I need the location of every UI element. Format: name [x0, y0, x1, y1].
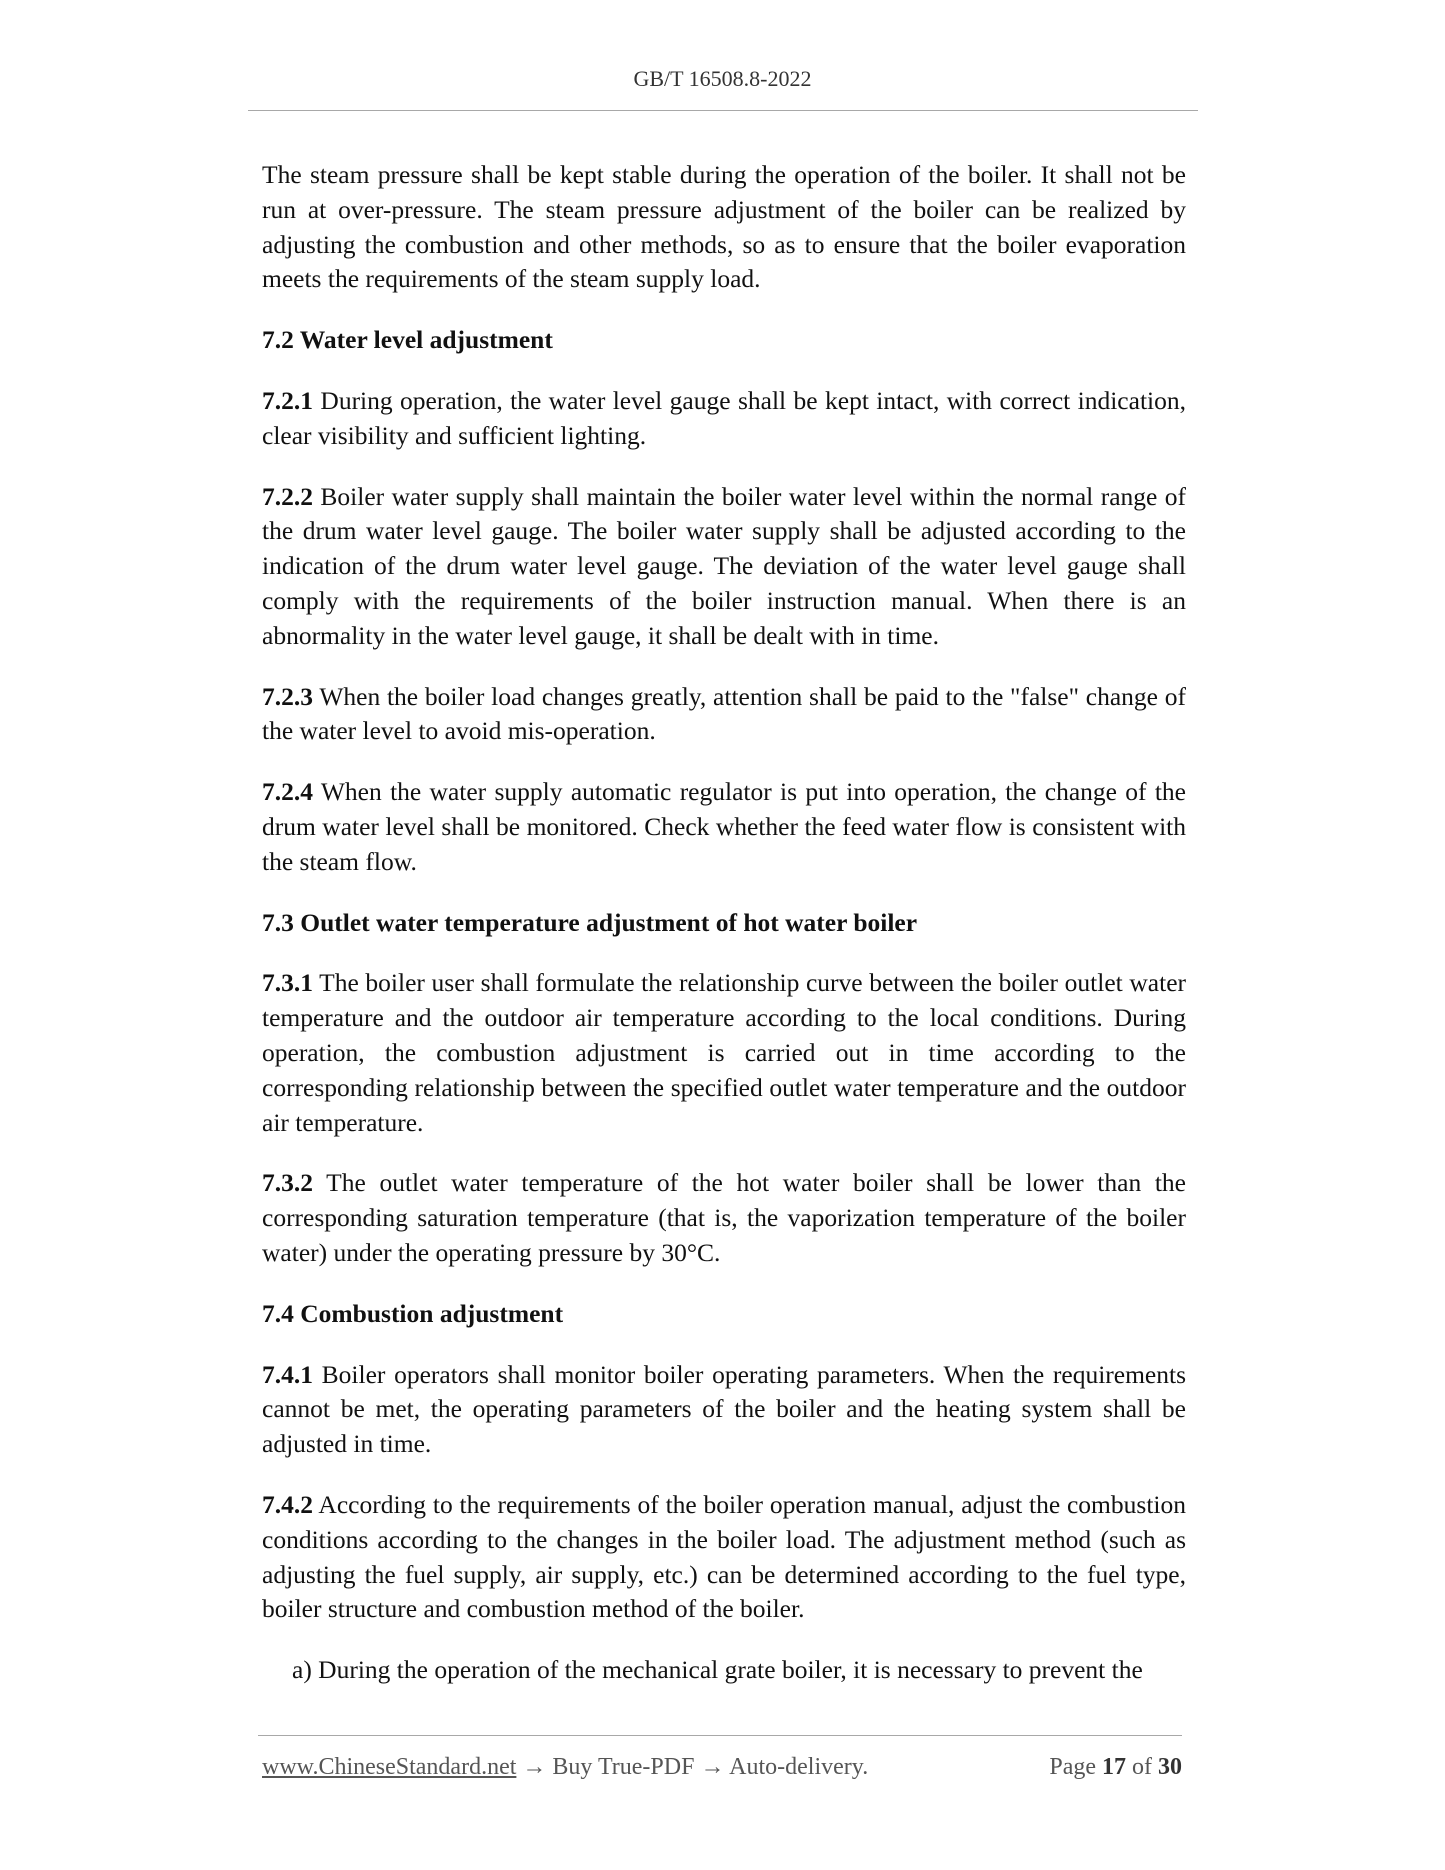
clause-text: When the boiler load changes greatly, attention shall be paid to the "false" change of the water level to avoid mis-operation. — [262, 681, 1186, 746]
section-heading-7-3: 7.3 Outlet water temperature adjustment of hot water boiler — [262, 907, 918, 937]
clause-text: The outlet water temperature of the hot water boiler shall be lower than the corresponding saturation temperature (that is, the vaporization temperature of the boiler water) under the operating pressure by 30°C. — [262, 1168, 1186, 1267]
arrow-right-icon: → — [522, 1754, 547, 1780]
clause-text: When the water supply automatic regulator is put into operation, the change of the drum water level shall be monitored. Check whether the feed water flow is consistent with the steam flow. — [262, 777, 1186, 876]
clause-text: The boiler user shall formulate the relationship curve between the boiler outlet water temperature and the outdoor air temperature according to the local conditions. During operation, the combustion adjustment is carried out in time according to the corresponding relationship between the specified outlet water temperature and the outdoor air temperature. — [262, 968, 1186, 1137]
clause-number: 7.2.2 — [262, 481, 313, 511]
section-heading-7-4: 7.4 Combustion adjustment — [262, 1298, 564, 1328]
clause-7-3-1 — [262, 966, 1186, 1140]
clause-7-4-1 — [262, 1358, 1186, 1462]
clause-number: 7.3.2 — [262, 1168, 313, 1198]
clause-7-4-2 — [262, 1488, 1186, 1627]
clause-number: 7.2.4 — [262, 777, 313, 807]
clause-number: 7.4.1 — [262, 1359, 313, 1389]
arrow-right-icon: → — [700, 1754, 725, 1780]
clause-number: 7.2.1 — [262, 385, 313, 415]
clause-number: 7.3.1 — [262, 968, 313, 998]
clause-text: Boiler water supply shall maintain the boiler water level within the normal range of the drum water level gauge. The boiler water supply shall be adjusted according to the indication of the drum water level gauge. The deviation of the water level gauge shall comply with the requirements of the boiler instruction manual. When there is an abnormality in the water level gauge, it shall be dealt with in time. — [262, 481, 1186, 650]
auto-delivery-text: Auto-delivery. — [729, 1754, 869, 1780]
clause-text: During operation, the water level gauge shall be kept intact, with correct indication, clear visibility and sufficient lighting. — [262, 385, 1186, 450]
document-body — [262, 158, 1186, 1714]
site-link[interactable]: www.ChineseStandard.net — [262, 1754, 517, 1780]
page-of: of — [1132, 1754, 1152, 1780]
clause-number: 7.2.3 — [262, 681, 313, 711]
page-current: 17 — [1102, 1754, 1126, 1780]
page-number — [1049, 1754, 1182, 1781]
footer-promo — [262, 1754, 868, 1781]
buy-pdf-text: Buy True-PDF — [552, 1754, 695, 1780]
page-header-standard-id: GB/T 16508.8-2022 — [633, 66, 812, 91]
clause-7-2-2 — [262, 480, 1186, 654]
clause-number: 7.4.2 — [262, 1489, 313, 1519]
clause-7-3-2 — [262, 1166, 1186, 1270]
page-label: Page — [1049, 1754, 1096, 1780]
list-item-a: a) During the operation of the mechanical grate boiler, it is necessary to prevent the — [292, 1655, 1143, 1685]
clause-7-2-3 — [262, 680, 1186, 750]
clause-7-2-4 — [262, 775, 1186, 879]
intro-paragraph: The steam pressure shall be kept stable during the operation of the boiler. It shall not be run at over-pressure. The steam pressure adjustment of the boiler can be realized by adjusting the combustion and other methods, so as to ensure that the boiler evaporation meets the requirements of the steam supply load. — [262, 160, 1186, 294]
clause-text: Boiler operators shall monitor boiler operating parameters. When the requirements cannot be met, the operating parameters of the boiler and the heating system shall be adjusted in time. — [262, 1359, 1186, 1459]
clause-7-2-1 — [262, 384, 1186, 454]
page-total: 30 — [1158, 1754, 1182, 1780]
header-divider — [248, 110, 1198, 111]
footer-divider — [258, 1735, 1182, 1736]
section-heading-7-2: 7.2 Water level adjustment — [262, 325, 553, 355]
clause-text: According to the requirements of the boiler operation manual, adjust the combustion conditions according to the changes in the boiler load. The adjustment method (such as adjusting the fuel supply, air supply, etc.) can be determined according to the fuel type, boiler structure and combustion method of the boiler. — [262, 1489, 1186, 1624]
